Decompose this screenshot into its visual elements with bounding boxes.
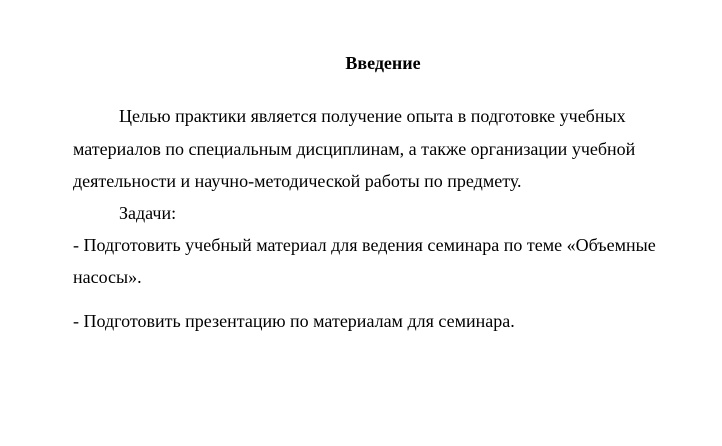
task-item: - Подготовить презентацию по материалам для семинара. <box>73 311 515 331</box>
paragraph-line: материалов по специальным дисциплинам, а также организации учебной <box>73 139 636 159</box>
paragraph-line: Целью практики является получение опыта в подготовке учебных <box>119 106 626 126</box>
tasks-heading: Задачи: <box>119 203 177 223</box>
paragraph-line: деятельности и научно-методической работы по предмету. <box>73 171 522 191</box>
task-item-line: - Подготовить учебный материал для ведения семинара по теме «Объемные <box>73 235 656 255</box>
document-title: Введение <box>345 53 421 73</box>
task-item-line: насосы». <box>73 267 142 287</box>
